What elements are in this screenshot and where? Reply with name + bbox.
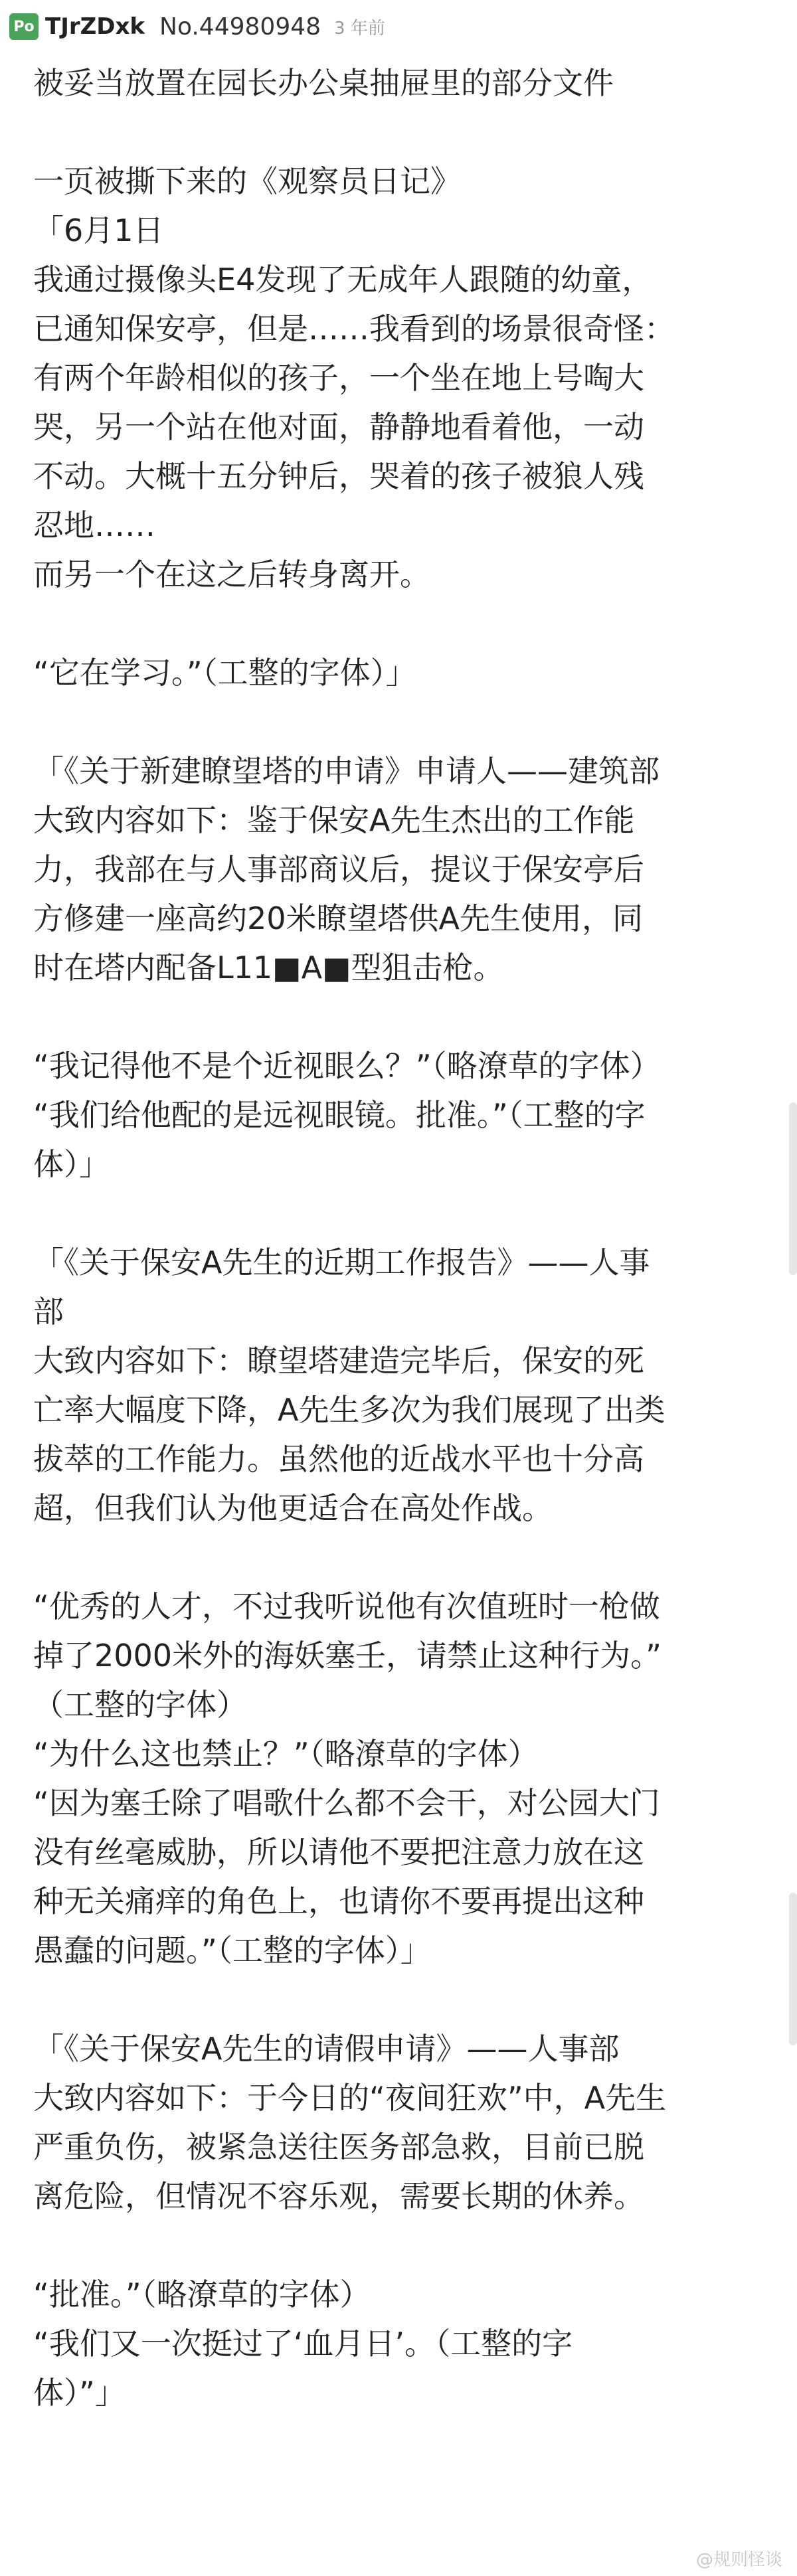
text-line: 离危险，但情况不容乐观，需要长期的休养。 [33,2178,644,2214]
text-line: （工整的字体） [33,1687,247,1723]
text-line: 而另一个在这之后转身离开。 [33,557,430,592]
post-time: 3 年前 [334,18,385,39]
text-line: 愚蠢的问题。”（工整的字体）」 [33,1932,431,1968]
text-line: 超，但我们认为他更适合在高处作战。 [33,1490,553,1526]
text-line: 被妥当放置在园长办公桌抽屉里的部分文件 [33,65,614,101]
text-line: 大致内容如下：瞭望塔建造完毕后，保安的死 [33,1343,644,1379]
text-line: 力，我部在与人事部商议后，提议于保安亭后 [33,851,644,887]
text-line: 体）」 [33,1146,110,1182]
text-line: “我记得他不是个近视眼么？”（略潦草的字体） [33,1048,661,1084]
paragraph-gap [33,697,770,746]
text-line: 哭，另一个站在他对面，静静地看着他，一动 [33,409,644,445]
text-line: 「《关于保安A先生的近期工作报告》——人事 [33,1245,650,1280]
text-line: 掉了2000米外的海妖塞壬，请禁止这种行为。” [33,1638,662,1674]
scrollbar[interactable] [789,1102,797,1275]
text-line: 不动。大概十五分钟后，哭着的孩子被狼人残 [33,458,644,494]
paragraph-gap [33,992,770,1041]
text-line: 方修建一座高约20米瞭望塔供A先生使用，同 [33,901,644,936]
paragraph-gap [33,599,770,648]
text-line: 「《关于保安A先生的请假申请》——人事部 [33,2031,620,2067]
text-line: 没有丝毫威胁，所以请他不要把注意力放在这 [33,1834,644,1870]
text-line: 大致内容如下：鉴于保安A先生杰出的工作能 [33,802,635,838]
post-header [0,0,797,53]
paragraph-gap [33,1189,770,1238]
text-line: 忍地…… [33,507,155,543]
text-line: “我们又一次挺过了‘血月日’。（工整的字 [33,2326,573,2361]
paragraph-gap [33,1533,770,1582]
paragraph-gap [33,2221,770,2270]
text-line: “它在学习。”（工整的字体）」 [33,655,416,691]
text-line: 已通知保安亭，但是……我看到的场景很奇怪： [33,311,675,347]
post-content [33,58,770,2417]
text-line: 我通过摄像头E4发现了无成年人跟随的幼童， [33,262,653,298]
po-badge-icon: Po [9,13,39,40]
paragraph-gap [33,1975,770,2024]
text-line: 「6月1日 [33,213,164,248]
text-line: 有两个年龄相似的孩子，一个坐在地上号啕大 [33,360,644,396]
text-line: 种无关痛痒的角色上，也请你不要再提出这种 [33,1883,644,1919]
text-line: 部 [33,1294,64,1330]
post-number[interactable]: No.44980948 [159,13,321,41]
text-line: 时在塔内配备L11■A■型狙击枪。 [33,950,504,986]
text-line: “为什么这也禁止？”（略潦草的字体） [33,1736,539,1772]
text-line: “批准。”（略潦草的字体） [33,2276,371,2312]
text-line: “优秀的人才，不过我听说他有次值班时一枪做 [33,1589,660,1624]
text-line: 大致内容如下：于今日的“夜间狂欢”中，A先生 [33,2080,667,2116]
text-line: 拔萃的工作能力。虽然他的近战水平也十分高 [33,1441,644,1477]
text-line: 严重负伤，被紧急送往医务部急救，目前已脱 [33,2129,644,2165]
text-line: 亡率大幅度下降，A先生多次为我们展现了出类 [33,1392,665,1428]
text-line: 一页被撕下来的《观察员日记》 [33,163,461,199]
watermark-text: @规则怪谈 [695,2550,782,2570]
scrollbar[interactable] [789,1893,797,2045]
username[interactable]: TJrZDxk [45,13,145,40]
paragraph-gap [33,108,770,157]
text-line: “因为塞壬除了唱歌什么都不会干，对公园大门 [33,1785,660,1821]
text-line: 「《关于新建瞭望塔的申请》申请人——建筑部 [33,753,660,789]
text-line: “我们给他配的是远视眼镜。批准。”（工整的字 [33,1097,646,1133]
text-line: 体）”」 [33,2375,126,2411]
